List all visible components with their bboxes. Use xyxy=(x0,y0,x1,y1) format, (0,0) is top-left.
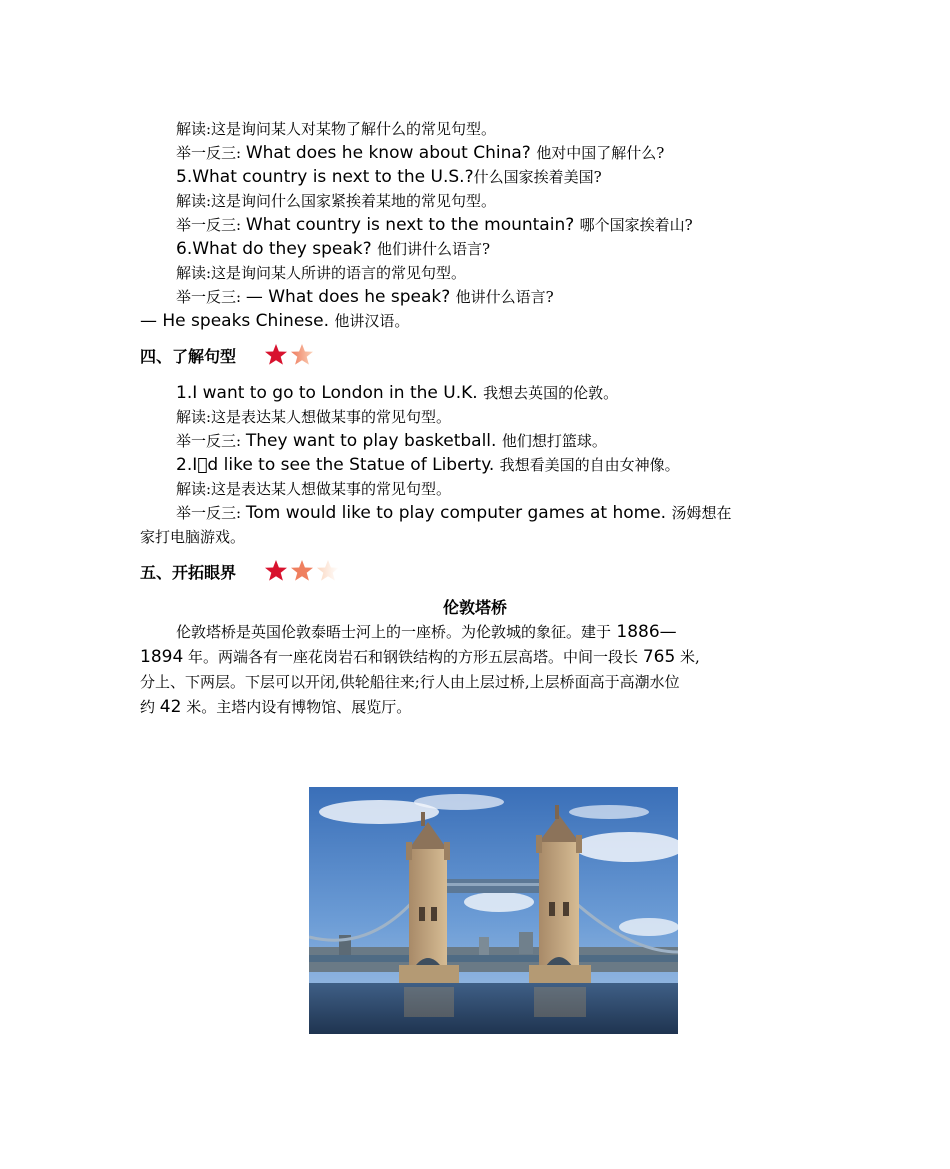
example-english: What does he know about China? xyxy=(245,143,537,163)
example-line xyxy=(176,285,554,309)
sentence-line xyxy=(176,237,490,261)
example-english: — What does he speak? xyxy=(245,287,456,307)
sentence-chinese: 他们讲什么语言? xyxy=(377,240,491,258)
example-english: They want to play basketball. xyxy=(245,431,502,451)
sentence-chinese: 我想看美国的自由女神像。 xyxy=(499,456,680,474)
example-line xyxy=(176,501,731,525)
sentence-english: 1.I want to go to London in the U.K. xyxy=(176,383,484,403)
sentence-line xyxy=(176,165,602,189)
star-icon xyxy=(265,560,287,581)
example-chinese: 汤姆想在 xyxy=(671,504,732,522)
rating-stars xyxy=(264,558,344,584)
explanation-text: 解读:这是询问某人所讲的语言的常见句型。 xyxy=(176,264,467,282)
para-text: 约 xyxy=(140,698,160,716)
example-prefix: 举一反三: xyxy=(176,288,246,306)
answer-line xyxy=(140,309,409,333)
example-line xyxy=(176,141,664,165)
sentence-chinese: 什么国家挨着美国? xyxy=(473,168,602,186)
sentence-line xyxy=(176,381,618,405)
para-number: 1894 xyxy=(140,647,184,667)
example-prefix: 举一反三: xyxy=(176,144,246,162)
para-number: 42 xyxy=(159,697,182,717)
example-english: What country is next to the mountain? xyxy=(245,215,580,235)
sentence-english: 5.What country is next to the U.S.? xyxy=(176,167,474,187)
para-text: 米, xyxy=(675,648,700,666)
para-number: 765 xyxy=(642,647,676,667)
star-icon xyxy=(265,344,287,365)
example-prefix: 举一反三: xyxy=(176,216,246,234)
example-chinese: 他对中国了解什么? xyxy=(536,144,665,162)
sentence-english: 2.I d like to see the Statue of Liberty. xyxy=(176,455,500,475)
star-icon xyxy=(291,560,313,581)
article-paragraph xyxy=(140,620,790,720)
example-prefix: 举一反三: xyxy=(176,504,246,522)
example-line xyxy=(176,429,607,453)
sentence-chinese: 我想去英国的伦敦。 xyxy=(483,384,619,402)
example-line xyxy=(176,213,693,237)
tower-bridge-photo xyxy=(309,787,678,1034)
star-half-icon xyxy=(317,560,339,581)
sentence-line xyxy=(176,453,680,477)
para-text: 米。主塔内设有博物馆、展览厅。 xyxy=(181,698,412,716)
explanation-line xyxy=(176,189,496,213)
explanation-text: 解读:这是表达某人想做某事的常见句型。 xyxy=(176,480,452,498)
example-continuation xyxy=(140,525,245,549)
section-heading: 四、了解句型 xyxy=(140,347,237,366)
section-heading: 五、开拓眼界 xyxy=(140,563,237,582)
para-text: 年。两端各有一座花岗岩石和钢铁结构的方形五层高塔。中间一段长 xyxy=(183,648,643,666)
para-text: 分上、下两层。下层可以开闭,供轮船往来;行人由上层过桥,上层桥面高于高潮水位 xyxy=(140,673,680,691)
sentence-english: 6.What do they speak? xyxy=(176,239,378,259)
example-chinese: 家打电脑游戏。 xyxy=(140,528,246,546)
rating-stars xyxy=(264,342,320,368)
example-chinese: 哪个国家挨着山? xyxy=(579,216,693,234)
answer-english: — He speaks Chinese. xyxy=(140,311,335,331)
answer-chinese: 他讲汉语。 xyxy=(334,312,410,330)
star-half-icon xyxy=(291,344,313,365)
article-title: 伦敦塔桥 xyxy=(442,598,507,617)
para-text: 伦敦塔桥是英国伦敦泰晤士河上的一座桥。为伦敦城的象征。建于 xyxy=(176,623,612,641)
example-prefix: 举一反三: xyxy=(176,432,246,450)
explanation-text: 解读:这是询问什么国家紧挨着某地的常见句型。 xyxy=(176,192,497,210)
para-number: 1886— xyxy=(611,622,677,642)
example-english: Tom would like to play computer games at home. xyxy=(245,503,672,523)
explanation-line xyxy=(176,117,496,141)
explanation-line xyxy=(176,261,466,285)
explanation-text: 解读:这是表达某人想做某事的常见句型。 xyxy=(176,408,452,426)
example-chinese: 他们想打篮球。 xyxy=(501,432,607,450)
explanation-line xyxy=(176,477,451,501)
example-chinese: 他讲什么语言? xyxy=(455,288,554,306)
explanation-line xyxy=(176,405,451,429)
explanation-text: 解读:这是询问某人对某物了解什么的常见句型。 xyxy=(176,120,497,138)
